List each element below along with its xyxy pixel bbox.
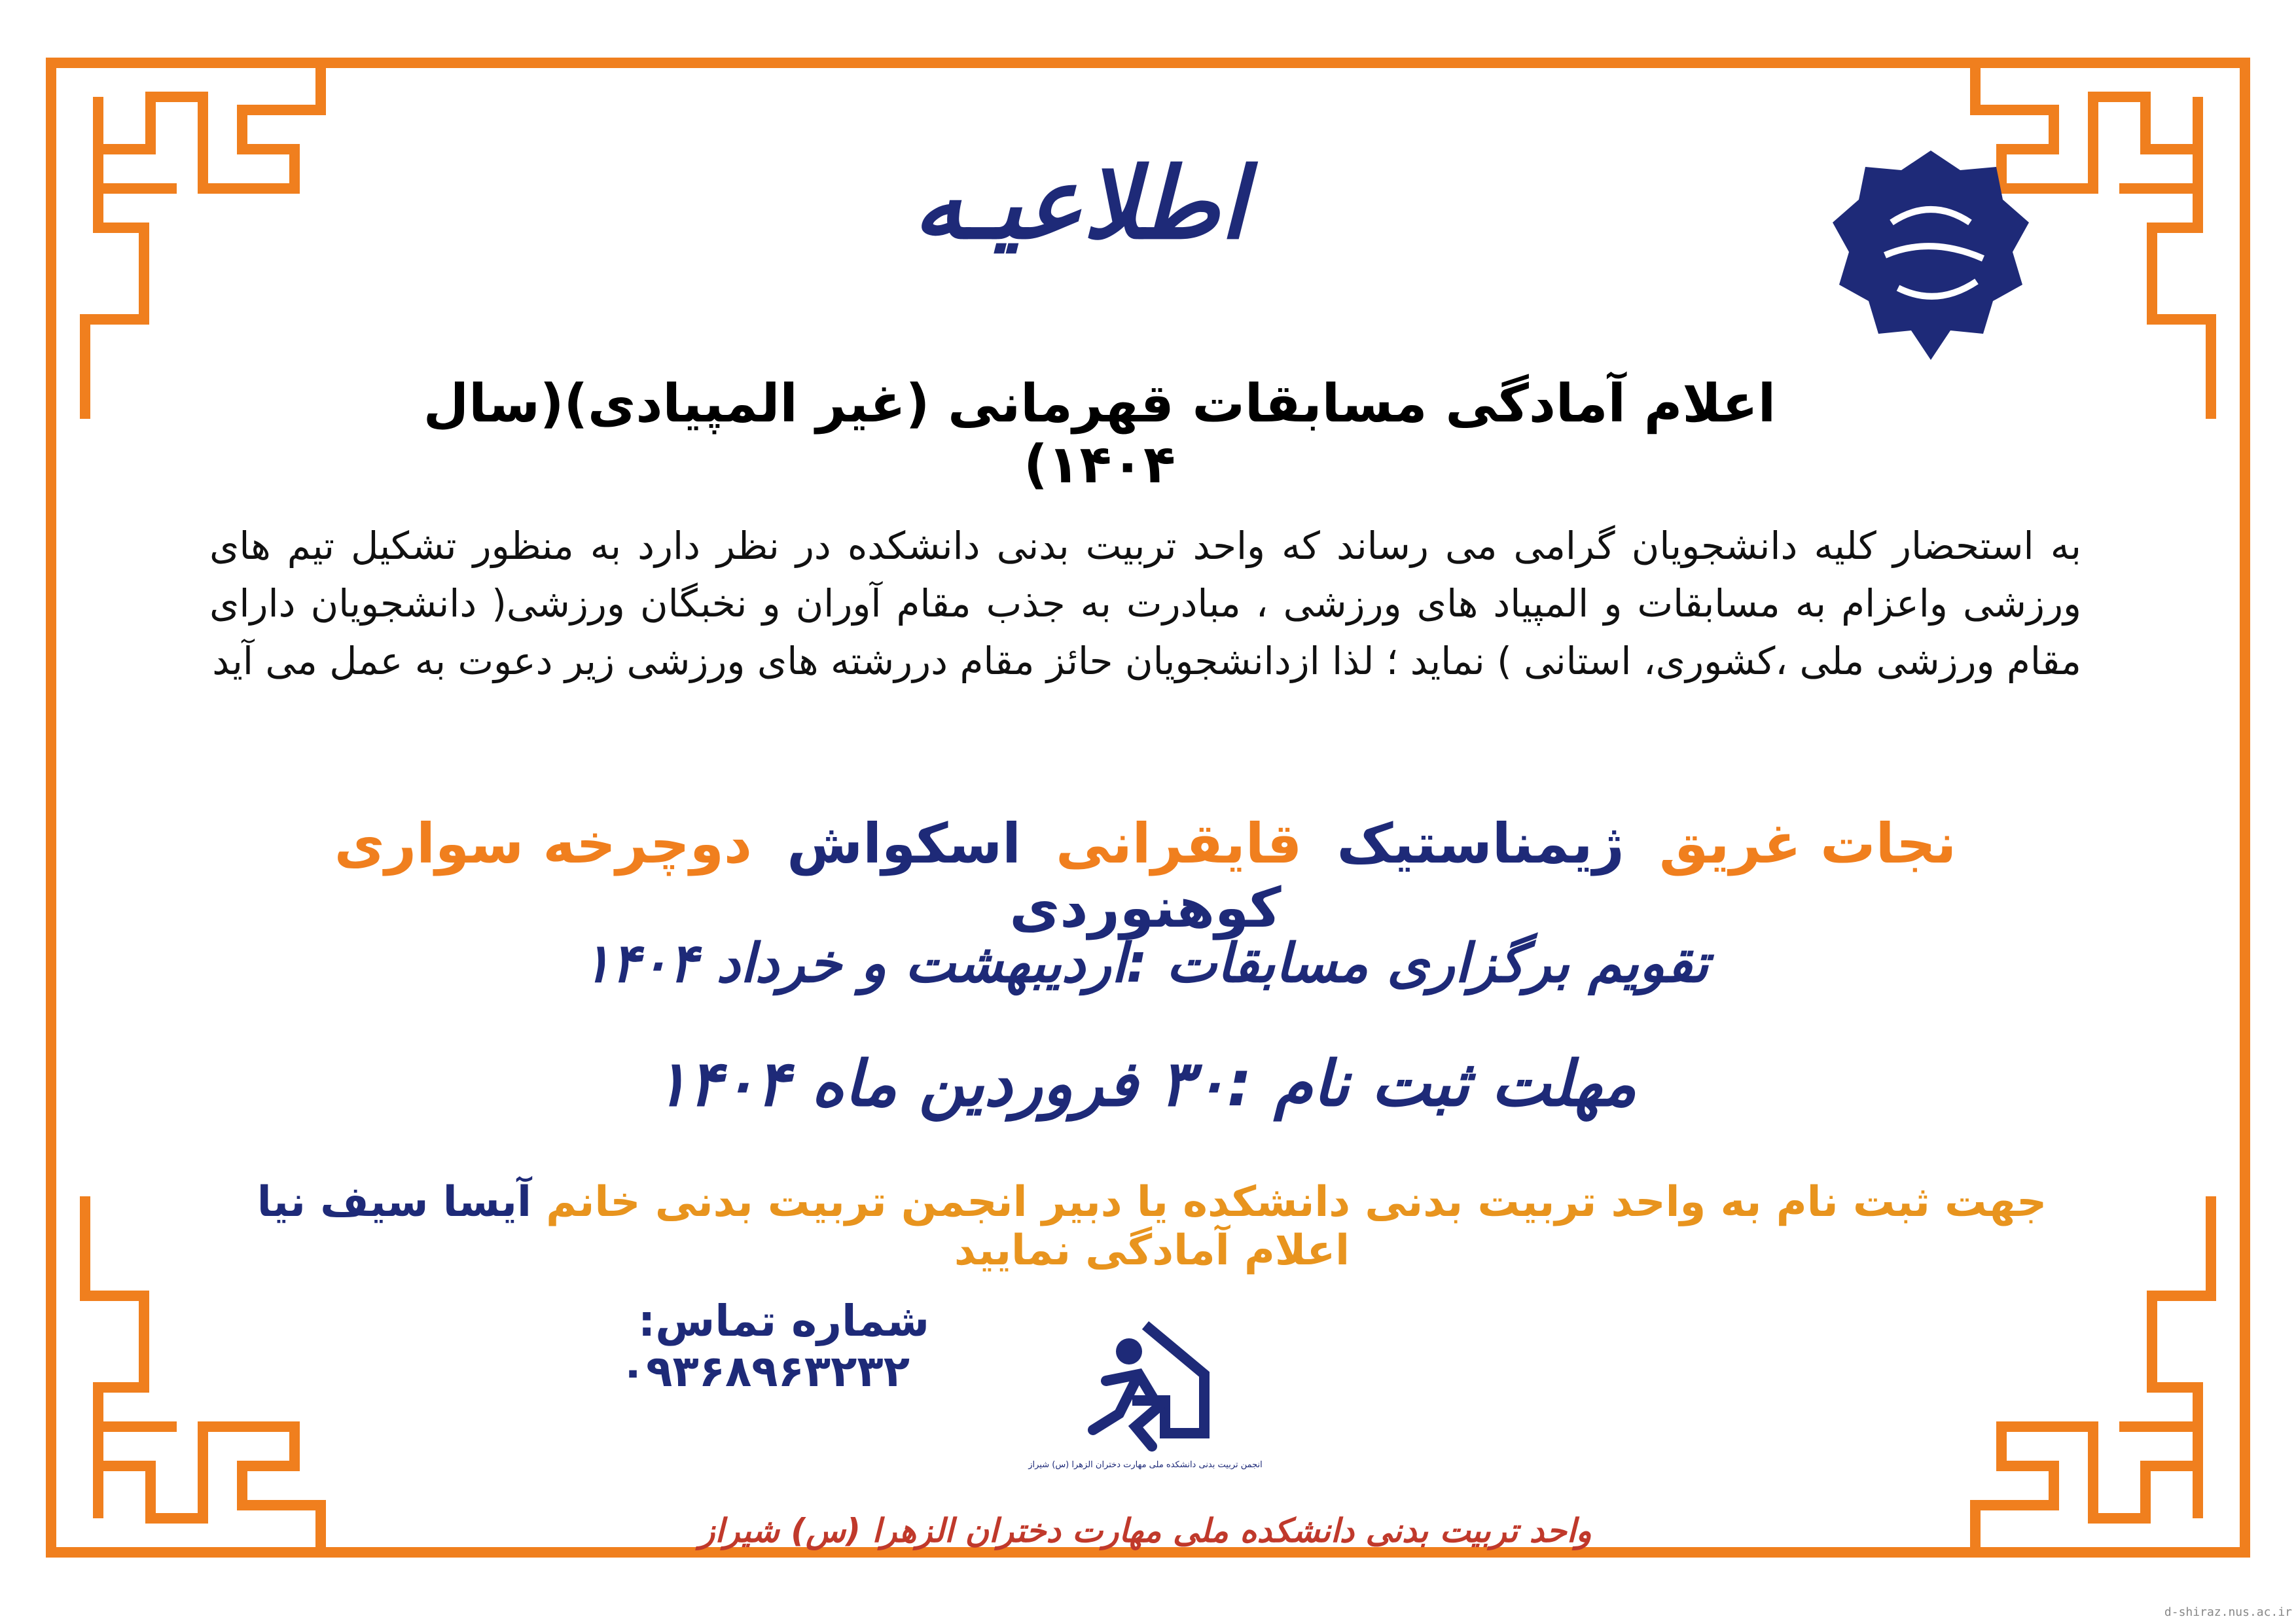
contact-number: ۰۹۳۶۸۹۶۳۲۳۲ bbox=[619, 1346, 910, 1397]
register-text-2: اعلام آمادگی نمایید bbox=[954, 1226, 1350, 1275]
sport-item: ژیمناستیک bbox=[1336, 812, 1624, 876]
contact-label: شماره تماس: bbox=[637, 1296, 929, 1346]
competition-calendar: تقویم برگزاری مسابقات :اردیبهشت و خرداد ۱۴۰۴ bbox=[582, 933, 1709, 995]
sport-item: کوهنوردی bbox=[1009, 876, 1282, 940]
register-contact-name: آیسا سیف نیا bbox=[257, 1178, 531, 1226]
sport-item: قایقرانی bbox=[1056, 812, 1302, 876]
university-logo bbox=[1826, 144, 2036, 366]
sport-item: اسکواش bbox=[787, 812, 1021, 876]
body-text: به استحضار کلیه دانشجویان گرامی می رساند که واحد تربیت بدنی دانشکده در نظر دارد به منظور تشکیل تیم های ورزشی واعزام به مسابقات و المپیاد های ورزشی ، مبادرت به جذب مقام آوران و نخبگان ورزشی( دانشجویان دارای مقام ورزشی ملی ،کشوری، استانی ) نماید ؛ لذا ازدانشجویان حائز مقام دررشته های ورزشی زیر دعوت به عمل می آید bbox=[209, 524, 2081, 683]
corner-ornament-top-left bbox=[46, 58, 327, 424]
association-logo bbox=[1028, 1315, 1263, 1479]
sports-list bbox=[262, 812, 2029, 940]
association-logo-text: انجمن تربیت بدنی دانشکده ملی مهارت دختران الزهرا (س) شیراز bbox=[1028, 1460, 1263, 1470]
register-text-1: جهت ثبت نام به واحد تربیت بدنی دانشکده یا دبیر انجمن تربیت بدنی خانم bbox=[546, 1178, 2047, 1226]
registration-deadline: مهلت ثبت نام :۳۰ فروردین ماه ۱۴۰۴ bbox=[654, 1047, 1637, 1120]
sport-item: نجات غریق bbox=[1659, 812, 1957, 876]
site-watermark: d-shiraz.nus.ac.ir bbox=[2164, 1605, 2292, 1619]
subtitle: اعلام آمادگی مسابقات قهرمانی (غیر المپیادی)(سال ۱۴۰۴) bbox=[423, 373, 1776, 495]
footer-text: واحد تربیت بدنی دانشکده ملی مهارت دختران الزهرا (س) شیراز bbox=[699, 1512, 1592, 1550]
page-title: اطلاعیـه bbox=[913, 147, 1247, 261]
sport-item: دوچرخه سواری bbox=[334, 812, 753, 876]
contact-info bbox=[340, 1296, 929, 1397]
registration-instructions bbox=[236, 1178, 2068, 1275]
